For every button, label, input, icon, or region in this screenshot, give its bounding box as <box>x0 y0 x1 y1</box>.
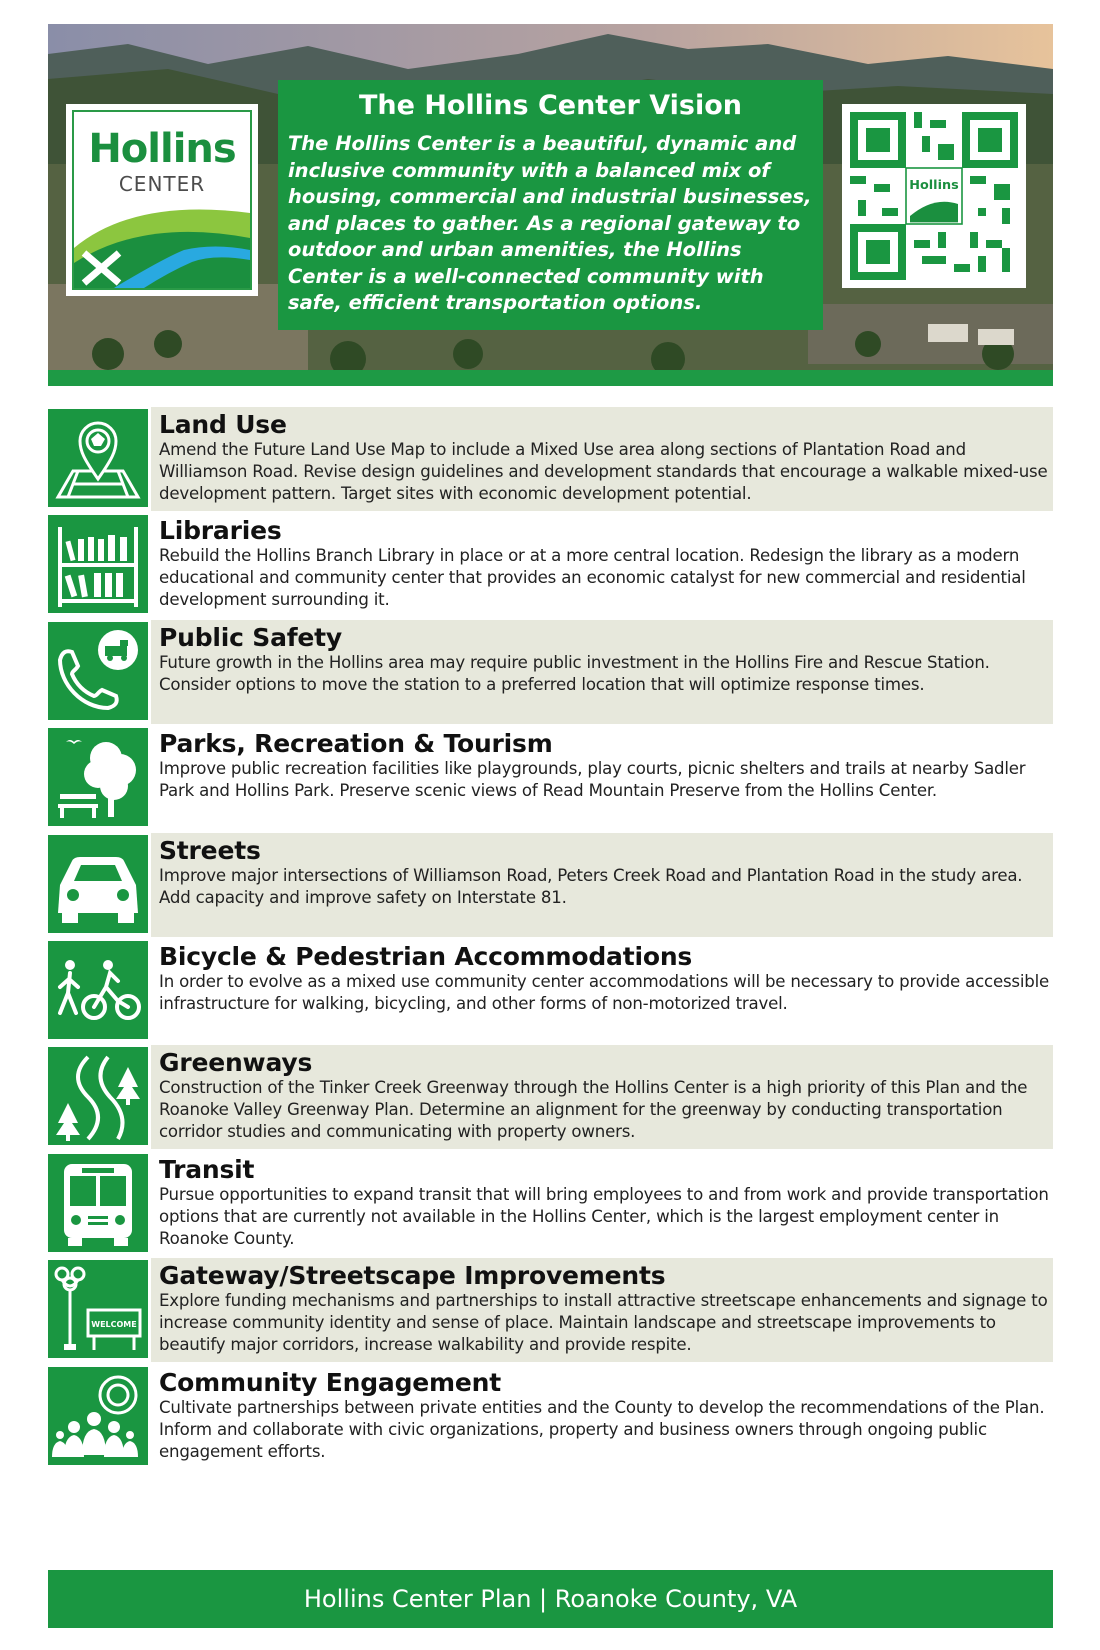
list-item <box>48 1363 1053 1469</box>
list-item <box>48 405 1053 511</box>
list-item <box>48 724 1053 830</box>
item-title: Bicycle & Pedestrian Accommodations <box>159 941 693 971</box>
vision-text: The Hollins Center is a beautiful, dynamic and inclusive community with a balanced mix of housing, commercial and industrial businesses, and places to gather. As a regional gateway to outdoor and urban amenities, the Hollins Center is a well-connected community with safe, efficient transportation options. <box>288 132 812 314</box>
item-title: Public Safety <box>159 622 343 652</box>
item-description: Future growth in the Hollins area may require public investment in the Hollins Fire and Rescue Station. Consider options to move the station to a preferred location that will optimize response times. <box>159 652 990 694</box>
item-text <box>151 1045 1053 1149</box>
list-item <box>48 831 1053 937</box>
list-item <box>48 1256 1053 1362</box>
item-description: In order to evolve as a mixed use community center accommodations will be necessary to provide accessible infrastructure for walking, bicycling, and other forms of non-motorized travel. <box>159 971 1050 1013</box>
item-description: Improve public recreation facilities like playgrounds, play courts, picnic shelters and trails at nearby Sadler Park and Hollins Park. Preserve scenic views of Read Mountain Preserve from the Hollins Center. <box>159 759 1026 801</box>
logo-wordmark: Hollins <box>88 126 236 172</box>
community-people-icon <box>48 1367 148 1465</box>
logo-valley-icon <box>74 188 250 288</box>
hero-banner <box>48 24 1053 386</box>
item-text <box>151 1152 1053 1256</box>
item-description: Improve major intersections of Williamson Road, Peters Creek Road and Plantation Road in the study area. Add capacity and improve safety on Interstate 81. <box>159 865 1023 907</box>
item-title: Transit <box>159 1154 255 1184</box>
plan-topics-list <box>48 405 1053 1469</box>
item-title: Libraries <box>159 516 282 546</box>
item-text <box>151 1365 1053 1469</box>
map-pin-icon <box>48 409 148 507</box>
qr-code-icon <box>850 112 1018 280</box>
item-title: Land Use <box>159 410 287 439</box>
item-description: Pursue opportunities to expand transit that will bring employees to and from work and provide transportation options that are currently not available in the Hollins Center, which is the largest employment center in Roanoke County. <box>159 1184 1049 1248</box>
item-title: Streets <box>159 835 261 865</box>
streetlight-welcome-sign-icon <box>48 1260 148 1358</box>
list-item <box>48 1150 1053 1256</box>
item-text <box>151 833 1053 937</box>
item-description: Explore funding mechanisms and partnerships to install attractive streetscape enhancements and signage to increase community identity and sense of place. Maintain landscape and streetscape improvements to beautify major corridors, increase walkability and provide respite. <box>159 1291 1048 1355</box>
bus-icon <box>48 1154 148 1252</box>
item-text <box>151 407 1053 511</box>
item-text <box>151 1258 1053 1362</box>
hollins-center-logo <box>66 104 258 296</box>
trail-trees-icon <box>48 1047 148 1145</box>
item-text <box>151 620 1053 724</box>
item-title: Community Engagement <box>159 1367 501 1397</box>
welcome-sign-text: WELCOME <box>91 1320 137 1330</box>
item-title: Parks, Recreation & Tourism <box>159 729 553 759</box>
item-description: Cultivate partnerships between private entities and the County to develop the recommendations of the Plan. Inform and collaborate with civic organizations, property and business owners through ongoing public engagement efforts. <box>159 1397 1045 1461</box>
item-description: Rebuild the Hollins Branch Library in place or at a more central location. Redesign the library as a modern educational and community center that provides an economic catalyst for new commercial and residential development surrounding it. <box>159 546 1026 610</box>
list-item <box>48 1043 1053 1149</box>
item-text <box>151 513 1053 617</box>
vision-statement-panel <box>278 80 823 330</box>
park-bench-tree-icon <box>48 728 148 826</box>
pedestrian-bicycle-icon <box>48 941 148 1039</box>
car-icon <box>48 835 148 933</box>
qr-code[interactable] <box>842 104 1026 288</box>
hero-divider-bar <box>48 370 1053 386</box>
list-item <box>48 937 1053 1043</box>
item-title: Gateway/Streetscape Improvements <box>159 1261 666 1291</box>
item-text <box>151 726 1053 830</box>
bookshelf-icon <box>48 515 148 613</box>
item-text <box>151 939 1053 1043</box>
phone-fire-truck-icon <box>48 622 148 720</box>
qr-logo-label: Hollins <box>909 177 959 193</box>
item-description: Amend the Future Land Use Map to include a Mixed Use area along sections of Plantation Road and Williamson Road. Revise design guidelines and development standards that encourage a walkable mixed-use development pattern. Target sites with economic development potential. <box>159 440 1048 503</box>
list-item <box>48 618 1053 724</box>
footer-bar: Hollins Center Plan | Roanoke County, VA <box>48 1570 1053 1628</box>
vision-title: The Hollins Center Vision <box>358 90 742 121</box>
list-item <box>48 511 1053 617</box>
item-description: Construction of the Tinker Creek Greenway through the Hollins Center is a high priority of this Plan and the Roanoke Valley Greenway Plan. Determine an alignment for the greenway by conducting transportation corridor studies and communicating with property owners. <box>159 1078 1028 1142</box>
logo-subtitle: CENTER <box>118 172 206 196</box>
item-title: Greenways <box>159 1048 313 1078</box>
